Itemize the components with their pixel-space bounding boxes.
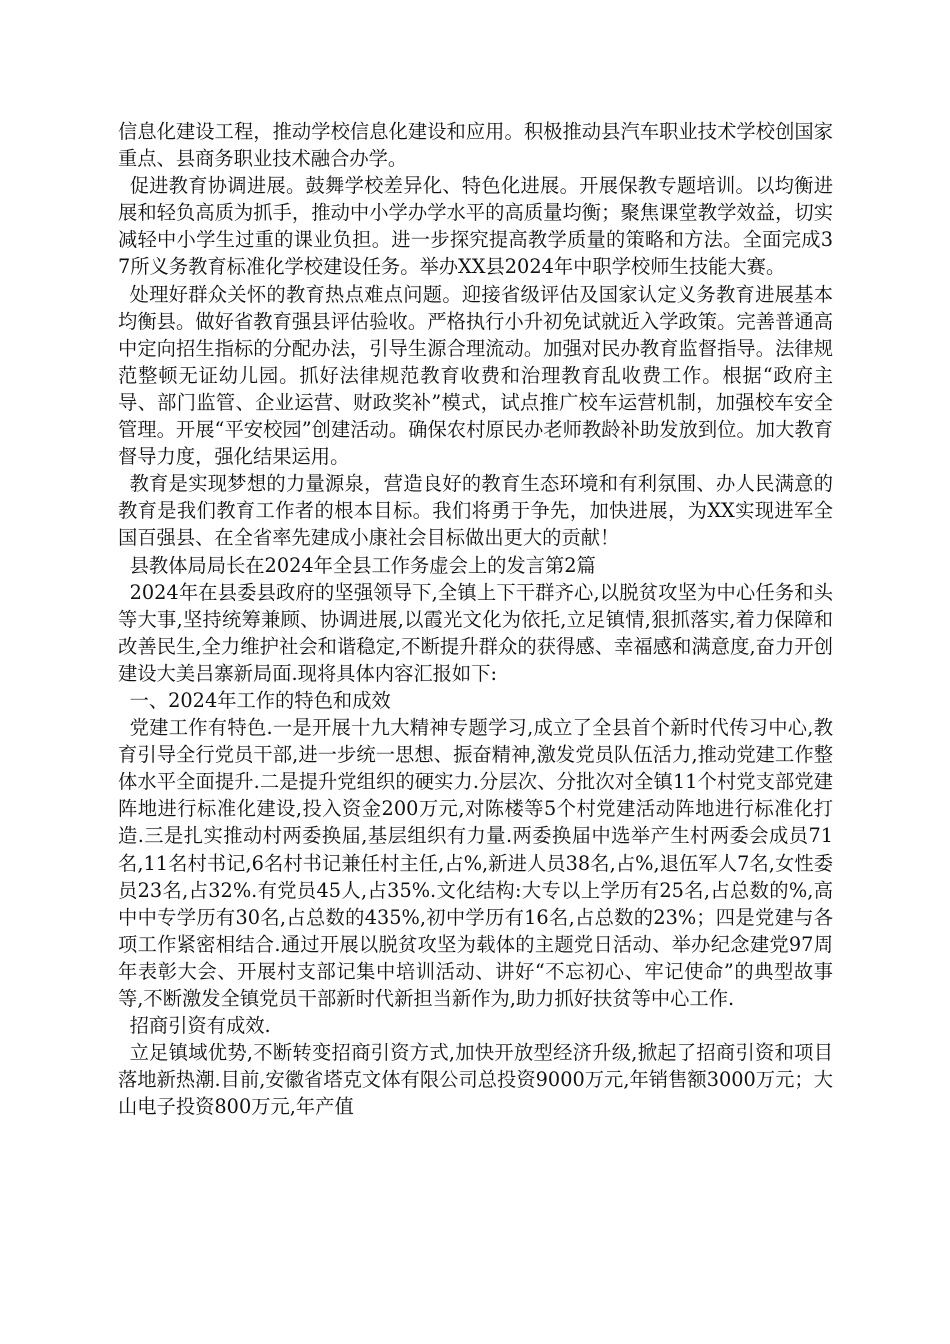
paragraph: 促进教育协调进展。鼓舞学校差异化、特色化进展。开展保教专题培训。以均衡进展和轻负高质为抓手，推动中小学办学水平的高质量均衡；聚焦课堂教学效益，切实减轻中小学生过重的课业负担。进一步探究提高教学质量的策略和方法。全面完成37所义务教育标准化学校建设任务。举办XX县2024年中职学校师生技能大赛。 [118, 174, 833, 279]
paragraph: 处理好群众关怀的教育热点难点问题。迎接省级评估及国家认定义务教育进展基本均衡县。做好省教育强县评估验收。严格执行小升初免试就近入学政策。完善普通高中定向招生指标的分配办法，引导生源合理流动。加强对民办教育监督指导。法律规范整顿无证幼儿园。抓好法律规范教育收费和治理教育乱收费工作。根据“政府主导、部门监管、企业运营、财政奖补”模式，试点推广校车运营机制，加强校车安全管理。开展“平安校园”创建活动。确保农村原民办老师教龄补助发放到位。加大教育督导力度，强化结果运用。 [118, 282, 833, 469]
subheading: 招商引资有成效. [129, 1014, 271, 1038]
paragraph: 信息化建设工程，推动学校信息化建设和应用。积极推动县汽车职业技术学校创国家重点、县商务职业技术融合办学。 [118, 120, 833, 171]
section-heading: 一、2024年工作的特色和成效 [129, 688, 391, 712]
paragraph: 2024年在县委县政府的坚强领导下,全镇上下干群齐心,以脱贫攻坚为中心任务和头等大事,坚持统筹兼顾、协调进展,以霞光文化为依托,立足镇情,狠抓落实,着力保障和改善民生,全力维护社会和谐稳定,不断提升群众的获得感、幸福感和满意度,奋力开创建设大美吕寨新局面.现将具体内容汇报如下: [118, 580, 833, 685]
paragraph: 党建工作有特色.一是开展十九大精神专题学习,成立了全县首个新时代传习中心,教育引导全行党员干部,进一步统一思想、振奋精神,激发党员队伍活力,推动党建工作整体水平全面提升.二是提升党组织的硬实力.分层次、分批次对全镇11个村党支部党建阵地进行标准化建设,投入资金200万元,对陈楼等5个村党建活动阵地进行标准化打造.三是扎实推动村两委换届,基层组织有力量.两委换届中选举产生村两委会成员71名,11名村书记,6名村书记兼任村主任,占%,新进人员38名,占%,退伍军人7名,女性委员23名,占32%.有党员45人,占35%.文化结构:大专以上学历有25名,占总数的%,高中中专学历有30名,占总数的435%,初中学历有16名,占总数的23%；四是党建与各项工作紧密相结合.通过开展以脱贫攻坚为载体的主题党日活动、举办纪念建党97周年表彰大会、开展村支部记集中培训活动、讲好“不忘初心、牢记使命”的典型故事等,不断激发全镇党员干部新时代新担当新作为,助力抓好扶贫等中心工作. [118, 716, 833, 1010]
paragraph: 教育是实现梦想的力量源泉，营造良好的教育生态环境和有利氛围、办人民满意的教育是我们教育工作者的根本目标。我们将勇于争先，加快进展，为XX实现进军全国百强县、在全省率先建成小康社会目标做出更大的贡献！ [118, 472, 833, 550]
section-title: 县教体局局长在2024年全县工作务虚会上的发言第2篇 [129, 553, 596, 577]
document-page [118, 118, 833, 1120]
paragraph: 立足镇域优势,不断转变招商引资方式,加快开放型经济升级,掀起了招商引资和项目落地新热潮.目前,安徽省塔克文体有限公司总投资9000万元,年销售额3000万元；大山电子投资800万元,年产值 [118, 1041, 833, 1119]
